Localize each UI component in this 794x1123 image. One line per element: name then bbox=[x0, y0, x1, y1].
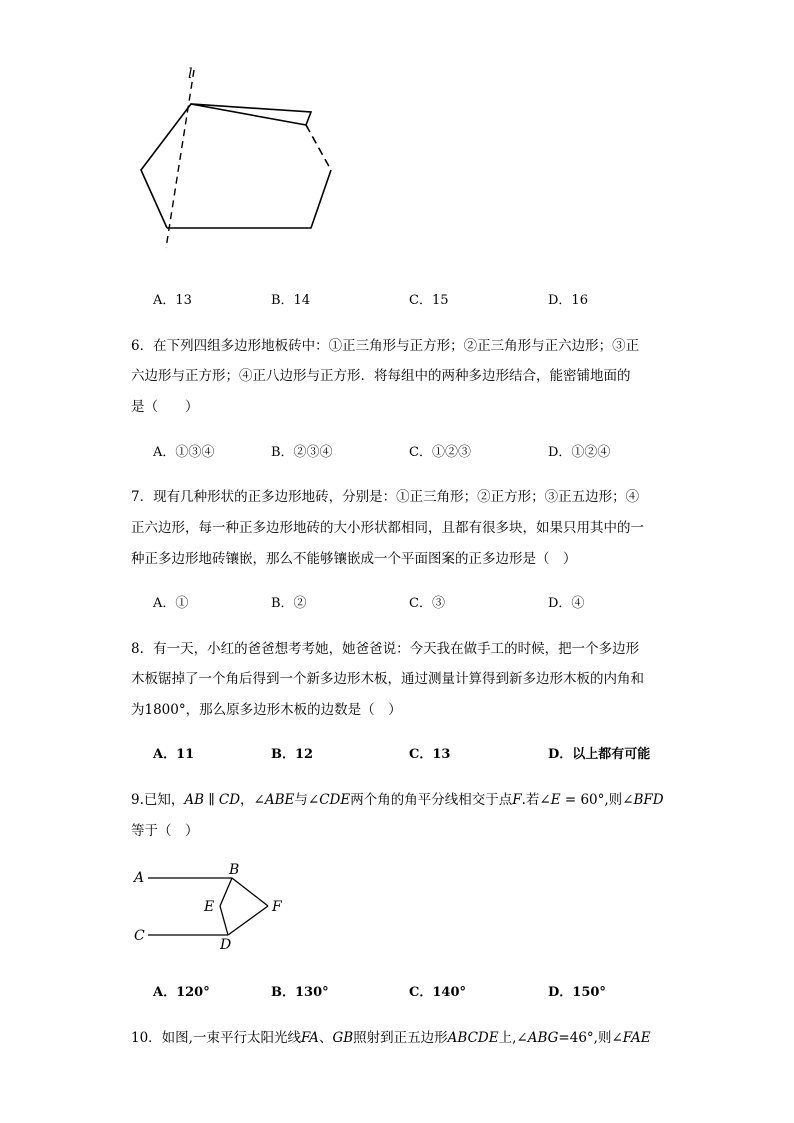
q7-option-a[interactable]: A．① bbox=[153, 596, 189, 611]
segment-ed bbox=[220, 906, 228, 935]
q6-line-2: 六边形与正方形；④正八边形与正方形．将每组中的两种多边形结合，能密铺地面的 bbox=[131, 368, 631, 384]
polygon-solid-edges bbox=[141, 104, 311, 228]
q8-line-2: 木板锯掉了一个角后得到一个新多边形木板，通过测量计算得到新多边形木板的内角和 bbox=[131, 671, 644, 687]
point-label-d: D bbox=[220, 937, 232, 953]
q10-text-2: 、 bbox=[318, 1030, 333, 1046]
point-label-b: B bbox=[229, 862, 240, 878]
q8-option-c[interactable]: C．13 bbox=[409, 747, 451, 762]
polygon-figure bbox=[130, 60, 350, 260]
q9-option-a[interactable]: A．120° bbox=[153, 985, 210, 1000]
q9-math-abe: ∠ABE bbox=[253, 792, 295, 808]
q5-option-b[interactable]: B．14 bbox=[271, 293, 311, 308]
q10-math-gb: GB bbox=[332, 1030, 354, 1046]
q9-line-1 bbox=[131, 788, 664, 808]
q9-math-cde: ∠CDE bbox=[307, 792, 351, 808]
parallel-lines-figure bbox=[128, 858, 298, 958]
q9-math-cd: CD bbox=[218, 792, 241, 808]
point-label-c: C bbox=[134, 928, 145, 944]
q9-option-c[interactable]: C．140° bbox=[409, 985, 466, 1000]
q7-line-2: 正六边形，每一种正多边形地砖的大小形状都相同，且都有很多块，如果只用其中的一 bbox=[131, 520, 644, 536]
q9-text-6: = 60°,则 bbox=[560, 792, 623, 808]
q9-option-b[interactable]: B．130° bbox=[271, 985, 329, 1000]
q9-text-1: 9.已知， bbox=[131, 792, 185, 808]
q10-math-fa: FA bbox=[300, 1030, 319, 1046]
q10-math-abcde: ABCDE bbox=[447, 1030, 499, 1046]
q8-option-b[interactable]: B．12 bbox=[271, 747, 314, 762]
q10-text-5: =46°,则 bbox=[558, 1030, 612, 1046]
q5-option-a[interactable]: A．13 bbox=[153, 293, 192, 308]
q9-math-ab: AB bbox=[184, 792, 205, 808]
q10-math-fae: ∠FAE bbox=[611, 1030, 651, 1046]
q6-option-a[interactable]: A．①③④ bbox=[153, 445, 215, 460]
q7-option-d[interactable]: D．④ bbox=[548, 596, 585, 611]
q8-option-a[interactable]: A．11 bbox=[153, 747, 195, 762]
q9-text-4: 两个角的角平分线相交于点 bbox=[350, 792, 513, 808]
q7-option-b[interactable]: B．② bbox=[271, 596, 307, 611]
q5-option-c[interactable]: C．15 bbox=[409, 293, 449, 308]
point-label-a: A bbox=[134, 870, 145, 886]
q6-line-3: 是（ ） bbox=[131, 399, 199, 415]
q7-line-1: 7．现有几种形状的正多边形地砖，分别是：①正三角形；②正方形；③正五边形；④ bbox=[131, 489, 640, 505]
segment-bf bbox=[232, 878, 268, 906]
line-label-l: l bbox=[188, 66, 193, 82]
q9-option-d[interactable]: D．150° bbox=[548, 985, 606, 1000]
q9-text-2: ， bbox=[240, 792, 254, 808]
q10-text-3: 照射到正五边形 bbox=[353, 1030, 448, 1046]
q10-math-abg: ∠ABG bbox=[516, 1030, 559, 1046]
polygon-dashed-edge bbox=[306, 125, 331, 170]
q10-line-1 bbox=[131, 1026, 651, 1046]
q9-math-f: F bbox=[512, 792, 522, 808]
q9-math-e: ∠E bbox=[539, 792, 561, 808]
q10-text-1: 10．如图,一束平行太阳光线 bbox=[131, 1030, 301, 1046]
q10-text-4: 上, bbox=[498, 1030, 517, 1046]
q9-line-2: 等于（ ） bbox=[131, 823, 199, 839]
q9-text-3: 与 bbox=[294, 792, 308, 808]
q6-option-c[interactable]: C．①②③ bbox=[409, 445, 471, 460]
q8-line-3: 为1800°，那么原多边形木板的边数是（ ） bbox=[131, 702, 402, 718]
cut-line-l bbox=[166, 70, 194, 248]
point-label-f: F bbox=[272, 899, 282, 915]
q7-line-3: 种正多边形地砖镶嵌，那么不能够镶嵌成一个平面图案的正多边形是（ ） bbox=[131, 551, 577, 567]
q9-text-5: .若 bbox=[521, 792, 540, 808]
q9-text-parallel: ∥ bbox=[204, 792, 219, 808]
q6-option-b[interactable]: B．②③④ bbox=[271, 445, 333, 460]
q8-option-d[interactable]: D．以上都有可能 bbox=[548, 747, 651, 762]
segment-be bbox=[220, 878, 232, 906]
q5-option-d[interactable]: D．16 bbox=[548, 293, 588, 308]
polygon-bottom-edges bbox=[167, 170, 331, 228]
point-label-e: E bbox=[204, 899, 215, 915]
q6-line-1: 6．在下列四组多边形地板砖中：①正三角形与正方形；②正三角形与正六边形；③正 bbox=[131, 338, 640, 354]
q8-line-1: 8．有一天，小红的爸爸想考考她，她爸爸说：今天我在做手工的时候，把一个多边形 bbox=[131, 641, 640, 657]
segment-fd bbox=[228, 906, 268, 935]
q9-math-bfd: ∠BFD bbox=[622, 792, 664, 808]
q6-option-d[interactable]: D．①②④ bbox=[548, 445, 611, 460]
q7-option-c[interactable]: C．③ bbox=[409, 596, 445, 611]
